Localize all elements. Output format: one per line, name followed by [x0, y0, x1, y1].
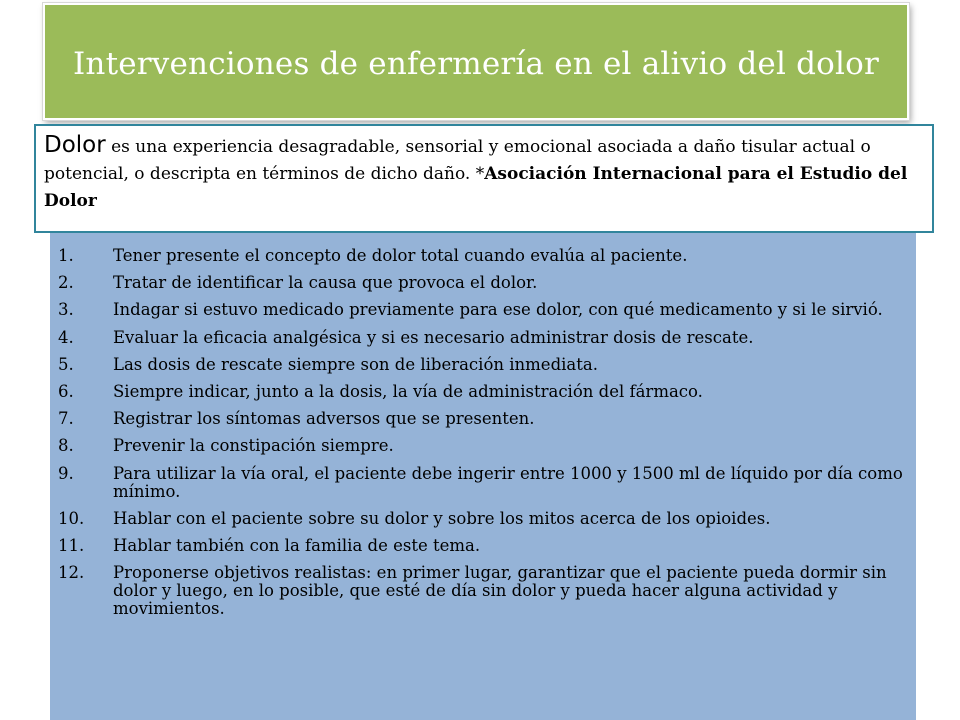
list-item-number: 12.: [58, 563, 85, 583]
list-item-text: Tener presente el concepto de dolor total cuando evalúa al paciente.: [113, 246, 688, 265]
list-item-number: 11.: [58, 535, 85, 555]
list-item-number: 7.: [58, 409, 74, 429]
list-item-number: 5.: [58, 354, 74, 374]
list-item-text: Registrar los síntomas adversos que se presenten.: [113, 409, 535, 429]
list-item: [58, 274, 906, 292]
definition-source: Asociación Internacional para el Estudio del Dolor: [44, 164, 908, 211]
list-item: [58, 329, 906, 347]
list-item-text: Evaluar la eficacia analgésica y si es necesario administrar dosis de rescate.: [113, 327, 754, 347]
slide-title: Intervenciones de enfermería en el alivio del dolor: [72, 45, 880, 82]
list-item-text: Proponerse objetivos realistas: en primer lugar, garantizar que el paciente pueda dormir sin dolor y luego, en lo posible, que esté de día sin dolor y pueda hacer alguna actividad y movimientos.: [113, 563, 887, 619]
list-item: [58, 356, 906, 374]
list-item-number: 3.: [58, 300, 74, 320]
list-item-text: Siempre indicar, junto a la dosis, la vía de administración del fármaco.: [113, 381, 703, 401]
list-item-text: Indagar si estuvo medicado previamente para ese dolor, con qué medicamento y si le sirvió.: [113, 300, 883, 320]
list-item-text: Para utilizar la vía oral, el paciente debe ingerir entre 1000 y 1500 ml de líquido por día como mínimo.: [113, 463, 903, 501]
list-item-number: 9.: [58, 463, 74, 483]
title-banner: [43, 3, 909, 120]
list-item-text: Hablar con el paciente sobre su dolor y sobre los mitos acerca de los opioides.: [113, 508, 771, 528]
definition-body: es una experiencia desagradable, sensorial y emocional asociada a daño tisular actual o potencial, o descripta en términos de dicho daño. *: [44, 137, 871, 184]
list-item-text: Las dosis de rescate siempre son de liberación inmediata.: [113, 354, 598, 374]
list-item-number: 10.: [58, 508, 85, 528]
list-item-number: 2.: [58, 273, 74, 293]
list-item-number: 1.: [58, 246, 74, 265]
list-item-number: 4.: [58, 327, 74, 347]
list-item-text: Prevenir la constipación siempre.: [113, 436, 394, 456]
definition-box: [34, 124, 934, 233]
list-item: [58, 537, 906, 555]
list-item-text: Tratar de identificar la causa que provoca el dolor.: [113, 273, 538, 293]
list-item: [58, 301, 906, 319]
list-item: [58, 410, 906, 428]
interventions-list: [50, 233, 916, 720]
list-item: [58, 510, 906, 528]
list-item: [58, 564, 906, 618]
list-item-number: 8.: [58, 436, 74, 456]
list-item: [58, 383, 906, 401]
definition-term: Dolor: [44, 132, 106, 158]
list-item: [58, 437, 906, 455]
list-item: [58, 465, 906, 501]
list-item: [58, 247, 906, 265]
list-item-number: 6.: [58, 381, 74, 401]
list-item-text: Hablar también con la familia de este tema.: [113, 535, 481, 555]
